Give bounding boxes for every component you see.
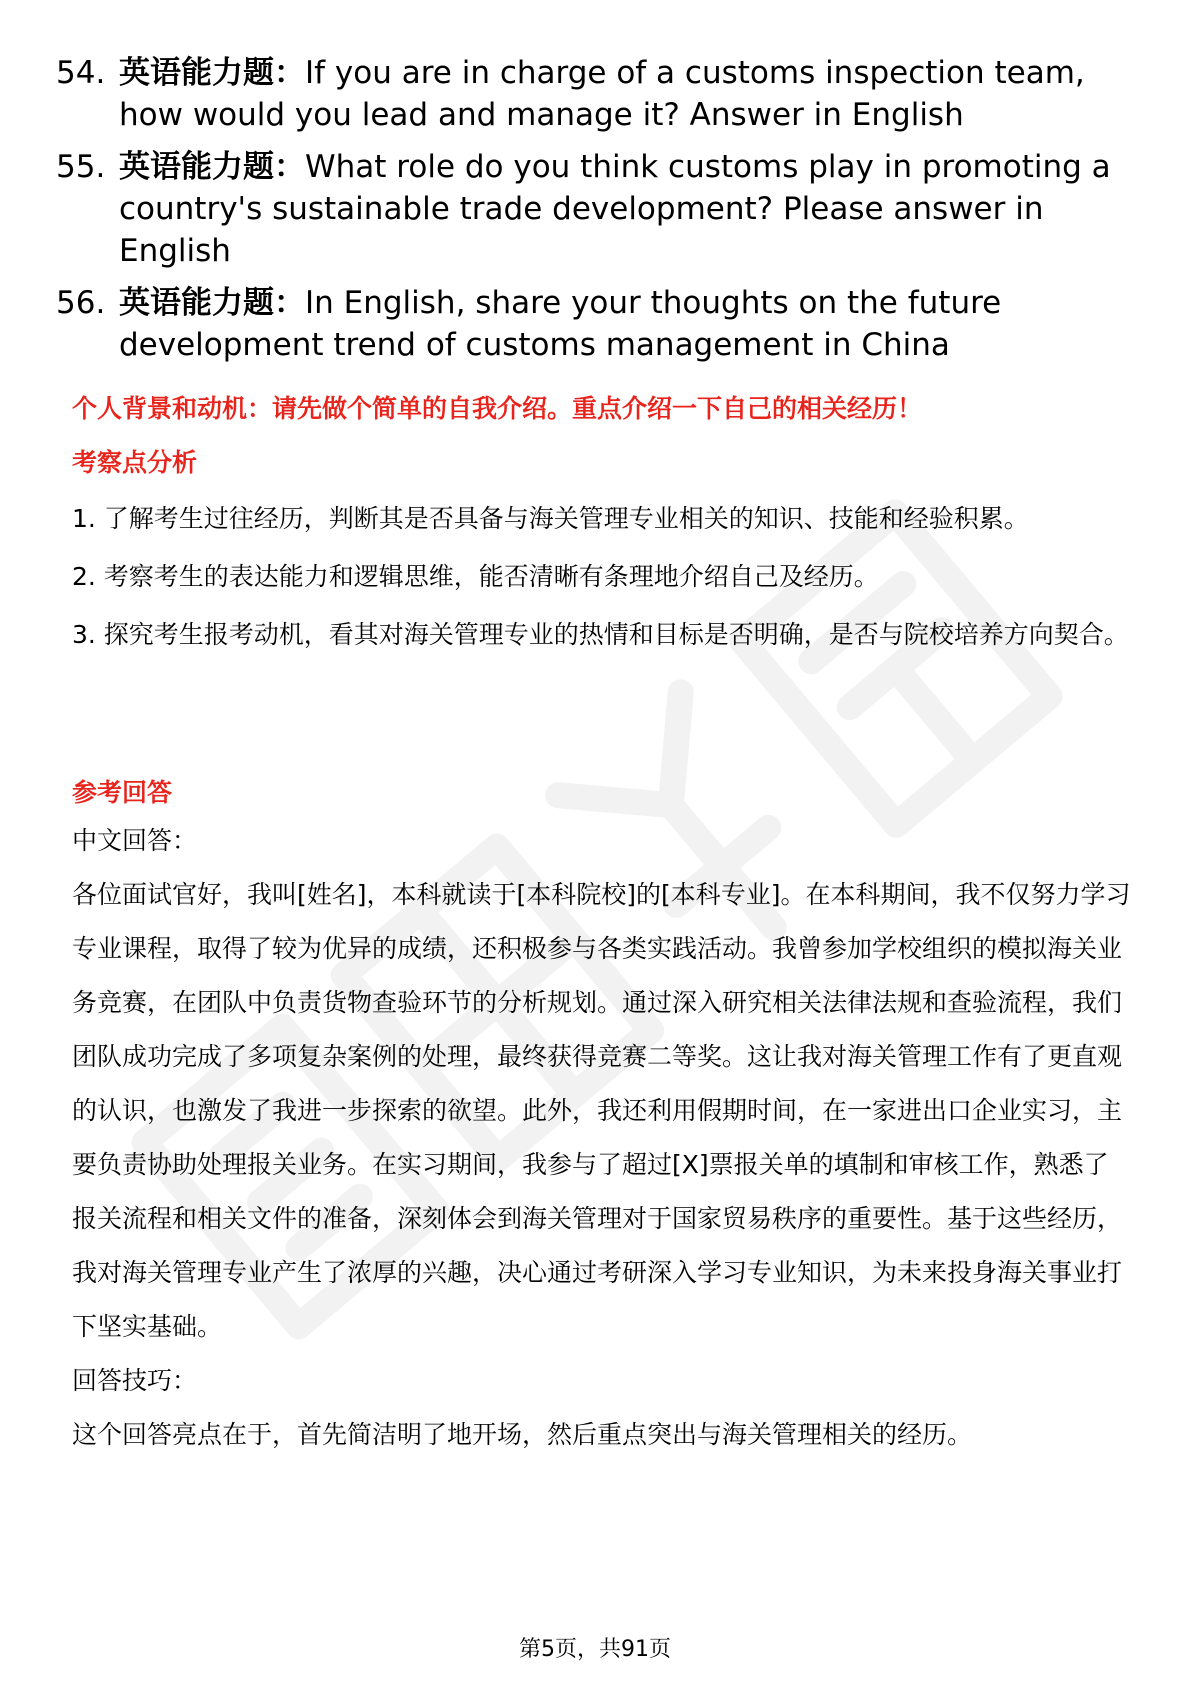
main-question-text: 个人背景和动机：请先做个简单的自我介绍。重点介绍一下自己的相关经历！ — [72, 394, 923, 423]
question-tag: 英语能力题： — [119, 55, 305, 91]
question-body — [119, 146, 1136, 272]
analysis-item: 2. 考察考生的表达能力和逻辑思维，能否清晰有条理地介绍自己及经历。 — [72, 562, 879, 591]
question-item — [56, 146, 1136, 272]
question-number: 56. — [56, 285, 106, 321]
question-body — [119, 52, 1136, 136]
main-question — [72, 392, 1132, 426]
page-footer: 第5页，共91页 — [519, 1637, 671, 1662]
question-list — [56, 52, 1136, 376]
chinese-answer-text: 各位面试官好，我叫[姓名]，本科就读于[本科院校]的[本科专业]。在本科期间，我不仅努力学习专业课程，取得了较为优异的成绩，还积极参与各类实践活动。我曾参加学校组织的模拟海关业务竞赛，在团队中负责货物查验环节的分析规划。通过深入研究相关法律法规和查验流程，我们团队成功完成了多项复杂案例的处理，最终获得竞赛二等奖。这让我对海关管理工作有了更直观的认识，也激发了我进一步探索的欲望。此外，我还利用假期时间，在一家进出口企业实习，主要负责协助处理报关业务。在实习期间，我参与了超过[X]票报关单的填制和审核工作，熟悉了报关流程和相关文件的准备，深刻体会到海关管理对于国家贸易秩序的重要性。基于这些经历，我对海关管理专业产生了浓厚的兴趣，决心通过考研深入学习专业知识，为未来投身海关事业打下坚实基础。 — [72, 880, 1131, 1341]
analysis-section — [72, 446, 1132, 664]
reference-heading: 参考回答 — [72, 778, 173, 807]
question-body — [119, 282, 1136, 366]
answer-tips-label: 回答技巧： — [72, 1366, 198, 1395]
answer-tips-text: 这个回答亮点在于，首先简洁明了地开场，然后重点突出与海关管理相关的经历。 — [72, 1420, 973, 1449]
question-text: If you are in charge of a customs inspection team, how would you lead and manage it? Answer in English — [119, 55, 1085, 133]
question-item — [56, 52, 1136, 136]
analysis-item: 1. 了解考生过往经历，判断其是否具备与海关管理专业相关的知识、技能和经验积累。 — [72, 504, 1029, 533]
analysis-item: 3. 探究考生报考动机，看其对海关管理专业的热情和目标是否明确，是否与院校培养方向契合。 — [72, 620, 1129, 649]
reference-section — [72, 776, 1132, 1462]
chinese-answer-label: 中文回答： — [72, 826, 198, 855]
question-text: What role do you think customs play in promoting a country's sustainable trade development? Please answer in English — [119, 149, 1111, 269]
question-tag: 英语能力题： — [119, 285, 305, 321]
question-number: 54. — [56, 55, 106, 91]
question-text: In English, share your thoughts on the future development trend of customs management in China — [119, 285, 1002, 363]
question-item — [56, 282, 1136, 366]
question-number: 55. — [56, 149, 106, 185]
analysis-heading: 考察点分析 — [72, 448, 198, 477]
question-tag: 英语能力题： — [119, 149, 305, 185]
